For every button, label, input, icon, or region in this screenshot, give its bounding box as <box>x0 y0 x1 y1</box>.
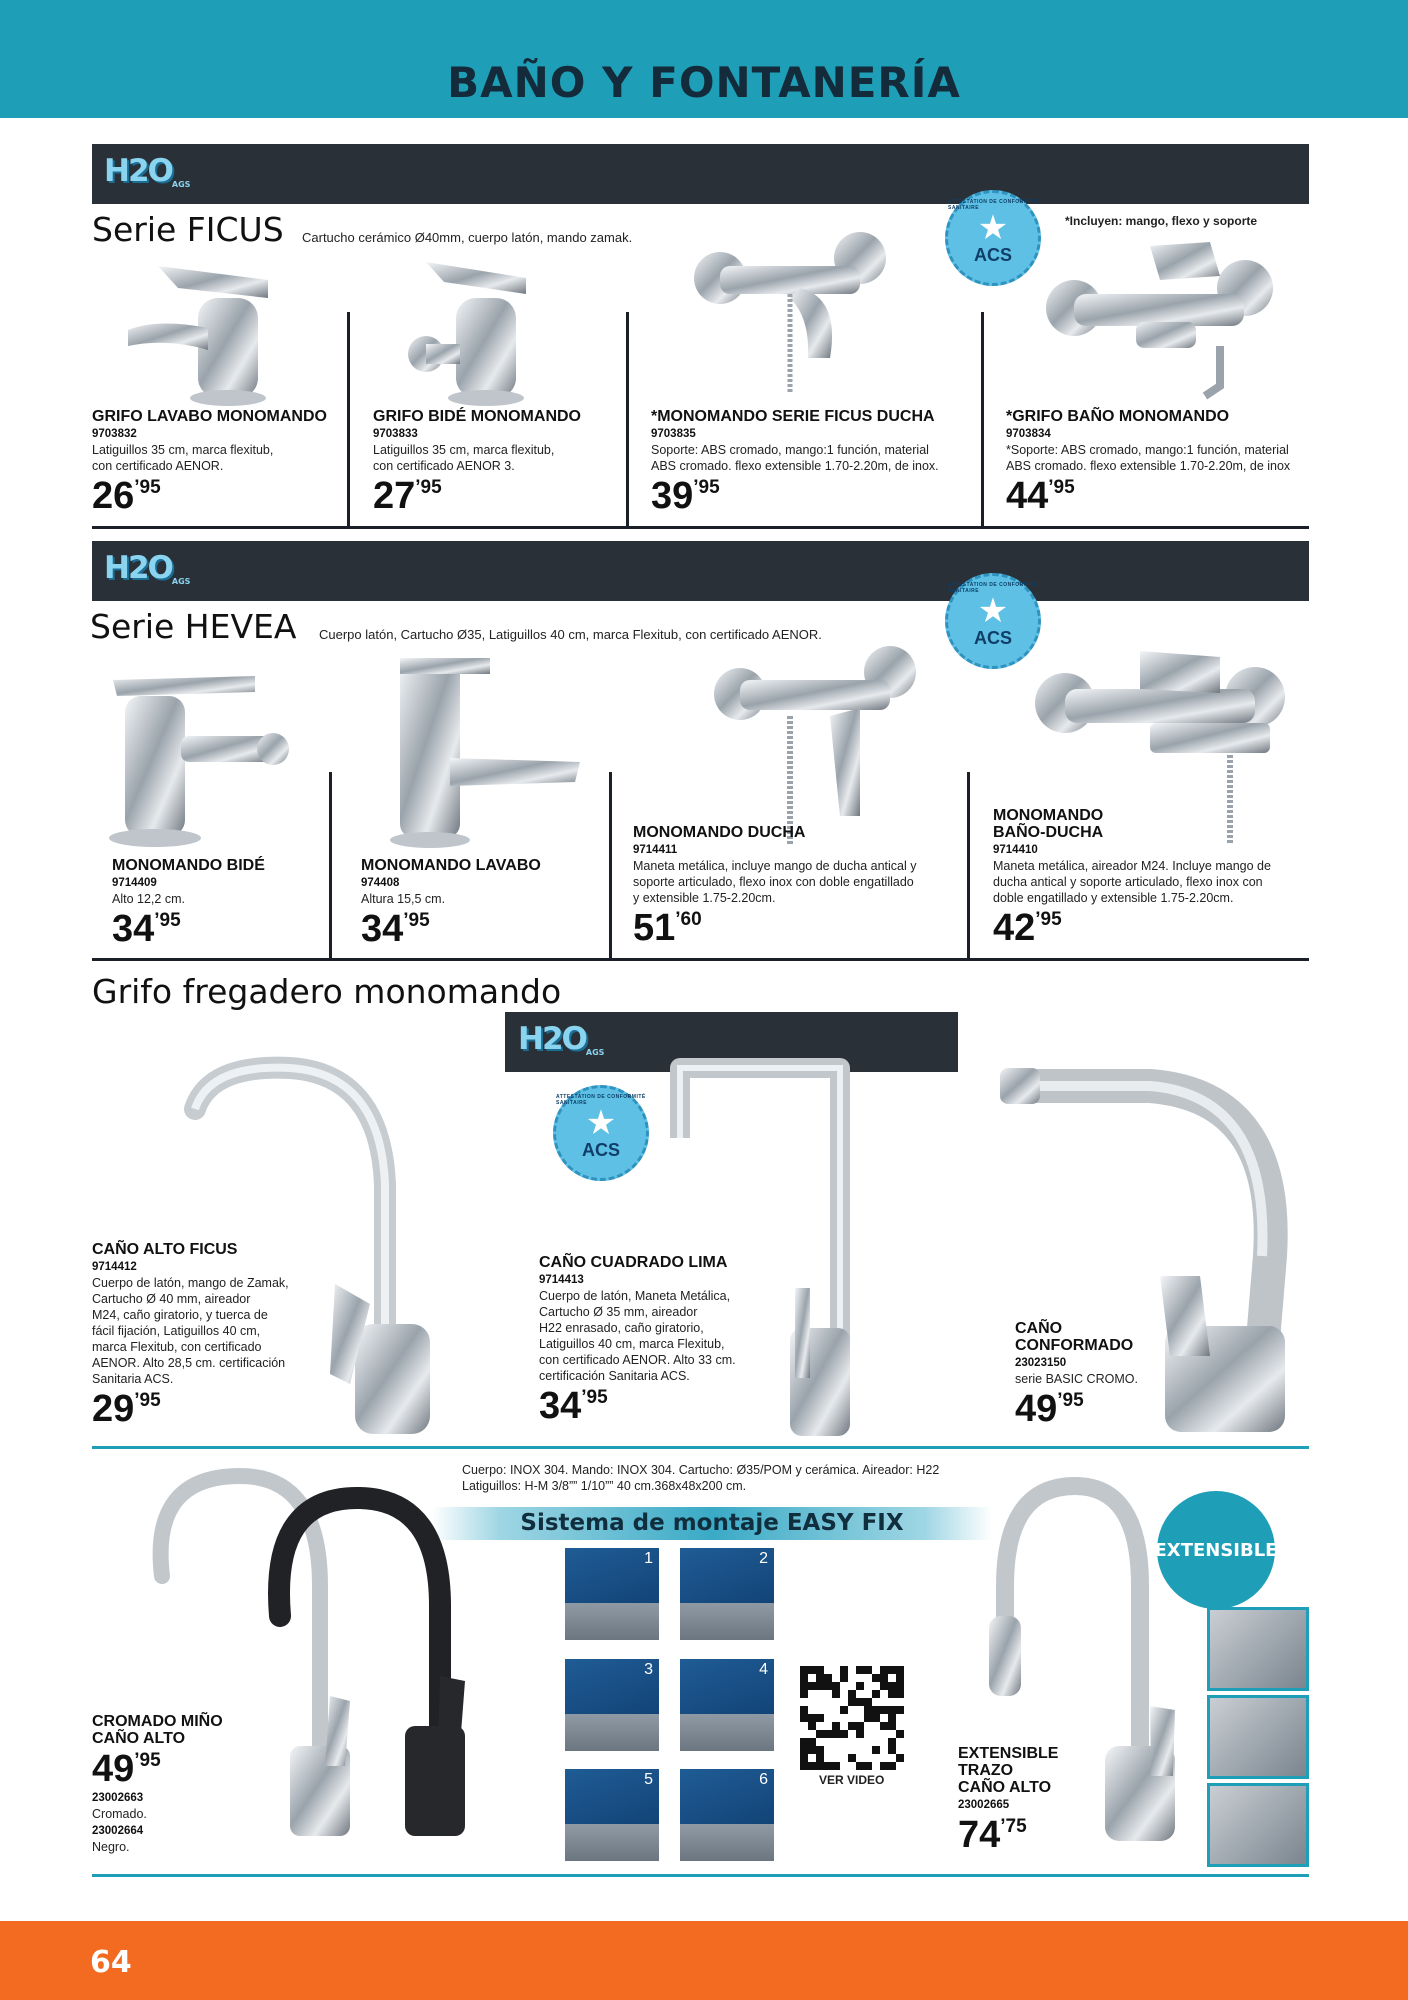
price-dec: ’95 <box>134 1750 161 1771</box>
product-desc: H22 enrasado, caño giratorio, <box>539 1321 704 1335</box>
hevea-shower-image <box>710 646 920 846</box>
hevea-bidet-image <box>105 676 305 851</box>
price-int: 34 <box>112 908 155 950</box>
product-desc: Latiguillos 35 cm, marca flexitub, <box>373 443 555 457</box>
product-code: 23023150 <box>1015 1357 1067 1369</box>
series-description: Cartucho cerámico Ø40mm, cuerpo latón, mando zamak. <box>302 230 633 245</box>
price-int: 51 <box>633 907 676 949</box>
product-name: BAÑO-DUCHA <box>993 824 1104 841</box>
product-price <box>651 476 939 516</box>
product-name: MONOMANDO DUCHA <box>633 824 806 841</box>
page-number: 64 <box>90 1945 132 1980</box>
row-divider <box>92 526 1309 529</box>
product-price <box>361 909 541 949</box>
product-price <box>373 476 581 516</box>
qr-label[interactable]: VER VIDEO <box>819 1773 885 1787</box>
acs-arc-text: ATTESTATION DE CONFORMITÉ SANITAIRE <box>556 1094 646 1106</box>
product-name: *MONOMANDO SERIE FICUS DUCHA <box>651 408 935 425</box>
logo-sub: AGS <box>585 1048 605 1057</box>
price-dec: ’95 <box>415 477 442 498</box>
logo-text: H2O <box>104 153 172 189</box>
product-code: 9714413 <box>539 1274 584 1286</box>
price-dec: ’95 <box>134 477 161 498</box>
product-desc: Alto 12,2 cm. <box>112 892 185 906</box>
product-monomando-lavabo <box>361 857 541 949</box>
price-dec: ’95 <box>1048 477 1075 498</box>
product-desc: certificación Sanitaria ACS. <box>539 1369 690 1383</box>
product-extensible-trazo <box>958 1745 1058 1855</box>
product-desc: Latiguillos 35 cm, marca flexitub, <box>92 443 274 457</box>
product-code: 9714411 <box>633 844 678 856</box>
section-title: BAÑO Y FONTANERÍA <box>447 58 961 107</box>
product-desc: AENOR. Alto 28,5 cm. certificación <box>92 1356 286 1370</box>
acs-label: ACS <box>973 627 1012 648</box>
price-int: 49 <box>92 1748 135 1790</box>
logo-sub: AGS <box>171 180 191 189</box>
price-dec: ’95 <box>1057 1390 1084 1411</box>
product-name: MONOMANDO <box>993 807 1104 824</box>
product-price <box>92 1749 223 1789</box>
product-desc: Cuerpo de latón, mango de Zamak, <box>92 1276 289 1290</box>
product-price <box>92 476 327 516</box>
product-desc: con certificado AENOR. <box>92 459 224 473</box>
product-price <box>539 1386 736 1426</box>
price-dec: ’95 <box>1035 909 1062 930</box>
product-cano-cuadrado-lima <box>539 1254 736 1426</box>
extensible-thumb-2 <box>1207 1695 1309 1779</box>
logo-sub: AGS <box>171 577 191 586</box>
product-desc: Cartucho Ø 35 mm, aireador <box>539 1305 698 1319</box>
easyfix-title: Sistema de montaje EASY FIX <box>432 1507 992 1540</box>
divider <box>329 772 332 959</box>
price-dec: ’95 <box>154 910 181 931</box>
price-int: 26 <box>92 475 135 517</box>
series-title: Grifo fregadero monomando <box>92 972 562 1011</box>
product-desc: M24, caño giratorio, y tuerca de <box>92 1308 268 1322</box>
product-desc: marca Flexitub, con certificado <box>92 1340 262 1354</box>
series-title: Serie FICUS <box>92 210 284 249</box>
product-desc: ducha antical y soporte articulado, flexo inox con <box>993 875 1263 889</box>
product-code: 974408 <box>361 877 400 889</box>
acs-badge <box>945 573 1041 669</box>
product-monomando-ducha <box>633 824 917 948</box>
product-price <box>112 909 265 949</box>
includes-note: *Incluyen: mango, flexo y soporte <box>1065 214 1258 228</box>
divider <box>626 312 629 527</box>
price-int: 39 <box>651 475 694 517</box>
product-code: 9703834 <box>1006 428 1051 440</box>
price-dec: ’95 <box>134 1390 161 1411</box>
product-code: 9703832 <box>92 428 137 440</box>
product-monomando-bide <box>112 857 265 949</box>
product-variant: Cromado. <box>92 1807 147 1821</box>
product-desc: ABS cromado. flexo extensible 1.70-2.20m, de inox. <box>651 459 939 473</box>
series-title: Serie HEVEA <box>90 607 297 646</box>
price-dec: ’95 <box>403 910 430 931</box>
logo-text: H2O <box>518 1021 586 1057</box>
logo-text: H2O <box>104 550 172 586</box>
teal-divider <box>92 1446 1309 1449</box>
product-desc: soporte articulado, flexo inox con doble engatillado <box>633 875 914 889</box>
product-desc: *Soporte: ABS cromado, mango:1 función, material <box>1006 443 1289 457</box>
page-footer <box>0 1921 1408 2000</box>
extensible-thumb-1 <box>1207 1607 1309 1691</box>
product-name: MONOMANDO LAVABO <box>361 857 541 874</box>
product-name: CAÑO ALTO FICUS <box>92 1241 238 1258</box>
h2o-logo <box>518 1021 604 1057</box>
brand-bar-ficus <box>92 144 1309 204</box>
product-name: *GRIFO BAÑO MONOMANDO <box>1006 408 1230 425</box>
star-icon: ★ <box>977 208 1009 247</box>
brand-bar-hevea <box>92 541 1309 601</box>
star-icon: ★ <box>977 591 1009 630</box>
acs-arc-text: ATTESTATION DE CONFORMITÉ SANITAIRE <box>948 582 1038 594</box>
price-dec: ’75 <box>1000 1816 1027 1837</box>
section-header <box>0 0 1408 118</box>
qr-code[interactable] <box>800 1666 904 1770</box>
product-name: TRAZO <box>958 1762 1014 1779</box>
product-desc: fácil fijación, Latiguillos 40 cm, <box>92 1324 261 1338</box>
star-icon: ★ <box>585 1103 617 1142</box>
product-desc: Maneta metálica, aireador M24. Incluye mango de <box>993 859 1271 873</box>
price-dec: ’95 <box>693 477 720 498</box>
product-name: CROMADO MIÑO <box>92 1713 223 1730</box>
price-int: 27 <box>373 475 416 517</box>
easyfix-step-1: 1 <box>563 1546 661 1642</box>
product-price <box>958 1815 1058 1855</box>
h2o-logo <box>104 153 190 189</box>
product-price <box>993 908 1271 948</box>
product-price <box>633 908 917 948</box>
product-name: CAÑO ALTO <box>92 1730 186 1747</box>
product-cano-conformado <box>1015 1320 1138 1429</box>
easyfix-step-6: 6 <box>678 1767 776 1863</box>
series-description: Cuerpo latón, Cartucho Ø35, Latiguillos 40 cm, marca Flexitub, con certificado AENOR. <box>319 627 822 642</box>
product-cano-alto-ficus <box>92 1241 289 1429</box>
price-int: 29 <box>92 1388 135 1430</box>
product-name: CONFORMADO <box>1015 1337 1134 1354</box>
product-grifo-lavabo <box>92 408 327 516</box>
shower-mixer-image <box>690 228 890 398</box>
hevea-basin-image <box>390 658 590 848</box>
product-code: 23002663 <box>92 1792 144 1804</box>
divider <box>609 772 612 959</box>
product-price <box>1015 1389 1138 1429</box>
acs-badge <box>945 190 1041 286</box>
divider <box>347 312 350 527</box>
price-dec: ’60 <box>675 909 702 930</box>
row-divider <box>92 958 1309 961</box>
product-desc: doble engatillado y extensible 1.75-2.20cm. <box>993 891 1234 905</box>
product-code: 9714409 <box>112 877 157 889</box>
divider <box>981 312 984 527</box>
easyfix-step-4: 4 <box>678 1657 776 1753</box>
product-code: 9703833 <box>373 428 418 440</box>
price-dec: ’95 <box>581 1387 608 1408</box>
product-name: MONOMANDO BIDÉ <box>112 857 265 874</box>
price-int: 44 <box>1006 475 1049 517</box>
product-name: GRIFO LAVABO MONOMANDO <box>92 408 327 425</box>
product-desc: serie BASIC CROMO. <box>1015 1372 1138 1386</box>
product-monomando-ducha-ficus <box>651 408 939 516</box>
product-desc: ABS cromado. flexo extensible 1.70-2.20m, de inox <box>1006 459 1291 473</box>
product-code: 23002665 <box>958 1799 1010 1811</box>
product-desc: Soporte: ABS cromado, mango:1 función, material <box>651 443 929 457</box>
product-desc: con certificado AENOR. Alto 33 cm. <box>539 1353 736 1367</box>
product-desc: Cartucho Ø 40 mm, aireador <box>92 1292 251 1306</box>
product-cromado-mino <box>92 1713 223 1855</box>
easyfix-step-2: 2 <box>678 1546 776 1642</box>
product-code: 23002664 <box>92 1825 144 1837</box>
acs-badge <box>553 1085 649 1181</box>
divider <box>967 772 970 959</box>
product-code: 9714410 <box>993 844 1038 856</box>
bidet-faucet-image <box>396 258 556 408</box>
spec-line: Latiguillos: H-M 3/8”” 1/10”” 40 cm.368x48x200 cm. <box>462 1479 747 1493</box>
teal-divider <box>92 1874 1309 1877</box>
acs-label: ACS <box>973 244 1012 265</box>
product-code: 9703835 <box>651 428 696 440</box>
price-int: 34 <box>539 1385 582 1427</box>
easyfix-step-5: 5 <box>563 1767 661 1863</box>
product-name: GRIFO BIDÉ MONOMANDO <box>373 408 581 425</box>
spec-line: Cuerpo: INOX 304. Mando: INOX 304. Cartucho: Ø35/POM y cerámica. Aireador: H22 <box>462 1463 940 1477</box>
product-code: 9714412 <box>92 1261 137 1273</box>
product-variant: Negro. <box>92 1840 130 1854</box>
easyfix-step-3: 3 <box>563 1657 661 1753</box>
product-name: CAÑO ALTO <box>958 1779 1052 1796</box>
product-desc: Altura 15,5 cm. <box>361 892 446 906</box>
product-price <box>1006 476 1290 516</box>
product-desc: con certificado AENOR 3. <box>373 459 515 473</box>
product-monomando-bano-ducha <box>993 807 1271 948</box>
product-desc: Latiguillos 40 cm, marca Flexitub, <box>539 1337 725 1351</box>
extensible-badge: EXTENSIBLE <box>1157 1491 1275 1609</box>
basin-faucet-image <box>118 258 298 408</box>
acs-arc-text: ATTESTATION DE CONFORMITÉ SANITAIRE <box>948 199 1038 211</box>
product-grifo-bano <box>1006 408 1290 516</box>
product-desc: Cuerpo de latón, Maneta Metálica, <box>539 1289 731 1303</box>
acs-label: ACS <box>581 1139 620 1160</box>
price-int: 49 <box>1015 1388 1058 1430</box>
product-name: CAÑO CUADRADO LIMA <box>539 1254 728 1271</box>
product-desc: Sanitaria ACS. <box>92 1372 174 1386</box>
price-int: 74 <box>958 1814 1001 1856</box>
bath-mixer-image <box>1040 236 1280 406</box>
product-name: EXTENSIBLE <box>958 1745 1059 1762</box>
product-name: CAÑO <box>1015 1320 1063 1337</box>
h2o-logo <box>104 550 190 586</box>
product-desc: Maneta metálica, incluye mango de ducha antical y <box>633 859 917 873</box>
product-price <box>92 1389 289 1429</box>
price-int: 34 <box>361 908 404 950</box>
product-grifo-bide <box>373 408 581 516</box>
extensible-thumb-3 <box>1207 1783 1309 1867</box>
product-desc: y extensible 1.75-2.20cm. <box>633 891 776 905</box>
price-int: 42 <box>993 907 1036 949</box>
